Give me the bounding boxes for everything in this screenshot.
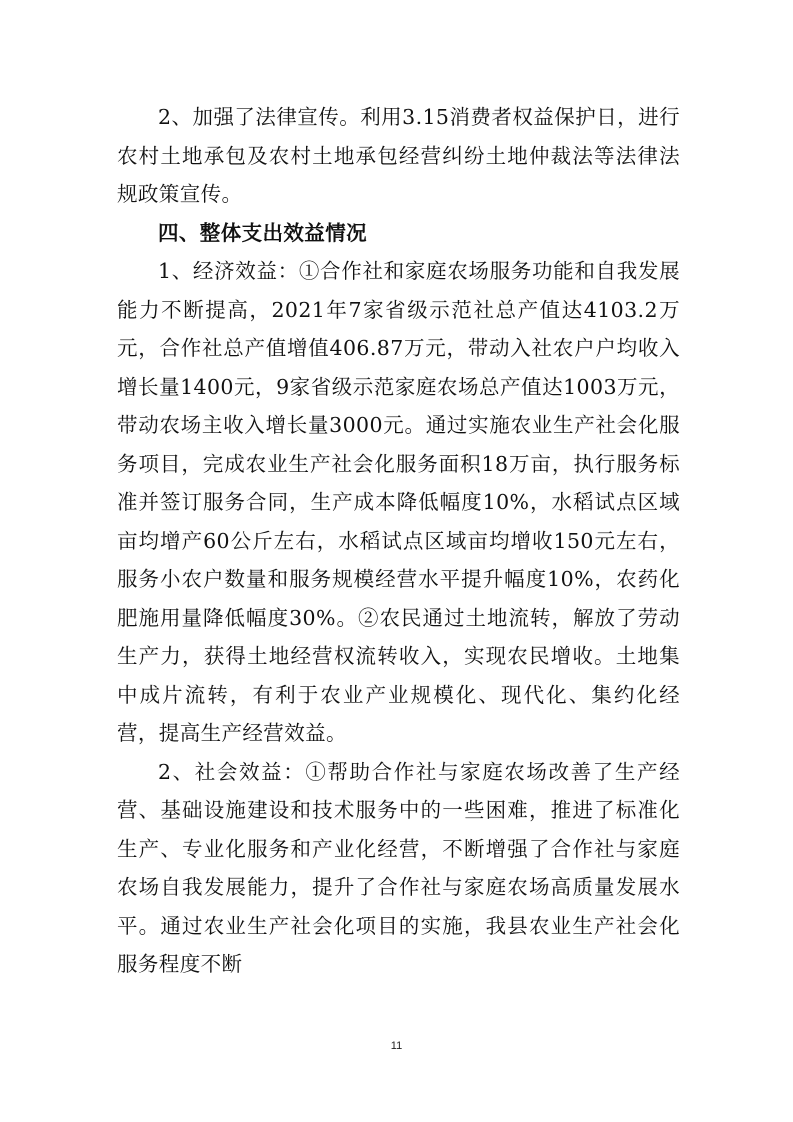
document-body [117, 98, 680, 984]
section-heading-overall-benefits: 四、整体支出效益情况 [158, 220, 367, 245]
paragraph-social-benefits: 2、社会效益：①帮助合作社与家庭农场改善了生产经营、基础设施建设和技术服务中的一些困难，推进了标准化生产、专业化服务和产业化经营，不断增强了合作社与家庭农场自我发展能力，提升了合作社与家庭农场高质量发展水平。通过农业生产社会化项目的实施，我县农业生产社会化服务程度不断 [117, 759, 680, 976]
paragraph-legal-publicity: 2、加强了法律宣传。利用3.15消费者权益保护日，进行农村土地承包及农村土地承包经营纠纷土地仲裁法等法律法规政策宣传。 [117, 105, 680, 206]
page-number: 11 [390, 1040, 403, 1052]
paragraph-economic-benefits: 1、经济效益：①合作社和家庭农场服务功能和自我发展能力不断提高，2021年7家省级示范社总产值达4103.2万元，合作社总产值增值406.87万元，带动入社农户户均收入增长量1400元，9家省级示范家庭农场总产值达1003万元，带动农场主收入增长量3000元。通过实施农业生产社会化服务项目，完成农业生产社会化服务面积18万亩，执行服务标准并签订服务合同，生产成本降低幅度10%，水稻试点区域亩均增产60公斤左右，水稻试点区域亩均增收150元左右，服务小农户数量和服务规模经营水平提升幅度10%，农药化肥施用量降低幅度30%。②农民通过土地流转，解放了劳动生产力，获得土地经营权流转收入，实现农民增收。土地集中成片流转，有利于农业产业规模化、现代化、集约化经营，提高生产经营效益。 [117, 259, 680, 745]
